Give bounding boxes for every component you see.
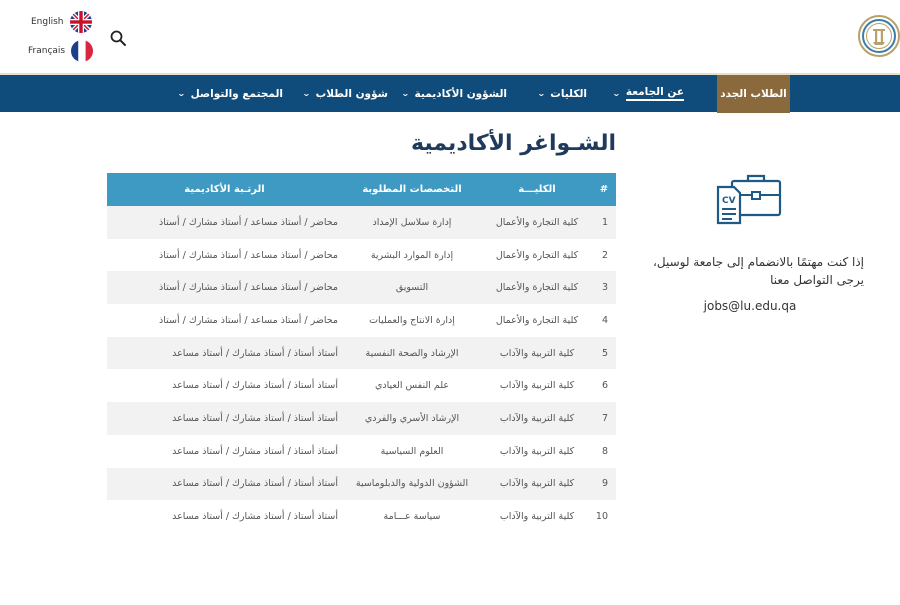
university-logo[interactable]	[857, 14, 900, 58]
language-english-link[interactable]	[31, 11, 92, 33]
language-english-label: English	[31, 17, 64, 27]
nav-item-colleges[interactable]	[538, 75, 587, 112]
row-number: 7	[592, 402, 616, 435]
nav-new-students-button[interactable]: الطلاب الجدد	[717, 75, 790, 113]
row-college: كلية التجارة والأعمال	[482, 304, 592, 337]
row-specialization: إدارة الانتاج والعمليات	[342, 304, 482, 337]
france-flag-icon	[71, 40, 93, 62]
row-college: كلية التجارة والأعمال	[482, 206, 592, 239]
row-college: كلية التربية والآداب	[482, 500, 592, 533]
row-specialization: الشؤون الدولية والدبلوماسية	[342, 468, 482, 501]
row-specialization: الإرشاد والصحة النفسية	[342, 337, 482, 370]
language-french-label: Français	[28, 46, 66, 56]
chevron-down-icon: ⌄	[301, 88, 311, 98]
top-header	[0, 0, 900, 73]
uk-flag-icon	[70, 11, 92, 33]
row-college: كلية التربية والآداب	[482, 435, 592, 468]
column-header-college: الكليـــة	[482, 173, 592, 206]
row-specialization: الإرشاد الأسري والفردي	[342, 402, 482, 435]
row-college: كلية التربية والآداب	[482, 402, 592, 435]
row-rank: محاضر / أستاذ مساعد / أستاذ مشارك / أستاذ	[107, 239, 342, 272]
table-row	[107, 402, 616, 435]
table-row	[107, 337, 616, 370]
table-row	[107, 468, 616, 501]
row-number: 9	[592, 468, 616, 501]
nav-item-student-affairs[interactable]	[303, 75, 388, 112]
row-college: كلية التربية والآداب	[482, 369, 592, 402]
table-row	[107, 500, 616, 533]
main-navigation	[0, 73, 900, 112]
row-specialization: العلوم السياسية	[342, 435, 482, 468]
table-row	[107, 239, 616, 272]
contact-email-link[interactable]: jobs@lu.edu.qa	[703, 299, 797, 313]
row-rank: أستاذ أستاذ / أستاذ مشارك / أستاذ مساعد	[107, 402, 342, 435]
row-specialization: التسويق	[342, 271, 482, 304]
chevron-down-icon: ⌄	[536, 88, 546, 98]
nav-item-label: الكليات	[550, 87, 587, 100]
table-row	[107, 304, 616, 337]
row-rank: أستاذ أستاذ / أستاذ مشارك / أستاذ مساعد	[107, 337, 342, 370]
table-row	[107, 206, 616, 239]
table-row	[107, 435, 616, 468]
row-number: 1	[592, 206, 616, 239]
row-number: 10	[592, 500, 616, 533]
row-number: 8	[592, 435, 616, 468]
cv-text: CV	[722, 196, 736, 206]
row-college: كلية التجارة والأعمال	[482, 271, 592, 304]
cv-briefcase-icon	[714, 171, 784, 229]
row-number: 5	[592, 337, 616, 370]
language-french-link[interactable]	[28, 40, 93, 62]
column-header-specialization: التخصصات المطلوبة	[342, 173, 482, 206]
row-specialization: إدارة سلاسل الإمداد	[342, 206, 482, 239]
row-rank: محاضر / أستاذ مساعد / أستاذ مشارك / أستاذ	[107, 271, 342, 304]
row-specialization: إدارة الموارد البشرية	[342, 239, 482, 272]
chevron-down-icon: ⌄	[400, 88, 410, 98]
nav-item-label: المجتمع والتواصل	[190, 87, 283, 100]
table-row	[107, 271, 616, 304]
nav-item-community-outreach[interactable]	[178, 75, 283, 112]
table-row	[107, 369, 616, 402]
row-college: كلية التربية والآداب	[482, 468, 592, 501]
row-rank: أستاذ أستاذ / أستاذ مشارك / أستاذ مساعد	[107, 369, 342, 402]
nav-item-label: عن الجامعة	[626, 86, 684, 101]
row-specialization: علم النفس العيادي	[342, 369, 482, 402]
row-college: كلية التجارة والأعمال	[482, 239, 592, 272]
row-rank: أستاذ أستاذ / أستاذ مشارك / أستاذ مساعد	[107, 468, 342, 501]
column-header-rank: الرتـبة الأكاديمية	[107, 173, 342, 206]
row-rank: أستاذ أستاذ / أستاذ مشارك / أستاذ مساعد	[107, 500, 342, 533]
nav-item-label: الشؤون الأكاديمية	[414, 87, 507, 100]
page-title: الشـواغر الأكاديمية	[410, 131, 616, 156]
search-icon[interactable]	[109, 29, 127, 47]
sidebar-message: إذا كنت مهتمًا بالانضمام إلى جامعة لوسيل، يرجى التواصل معنا	[652, 255, 864, 287]
row-number: 3	[592, 271, 616, 304]
row-rank: محاضر / أستاذ مساعد / أستاذ مشارك / أستاذ	[107, 304, 342, 337]
row-rank: محاضر / أستاذ مساعد / أستاذ مشارك / أستاذ	[107, 206, 342, 239]
row-rank: أستاذ أستاذ / أستاذ مشارك / أستاذ مساعد	[107, 435, 342, 468]
row-number: 6	[592, 369, 616, 402]
nav-item-academic-affairs[interactable]	[402, 75, 507, 112]
nav-item-label: شؤون الطلاب	[315, 87, 388, 100]
nav-item-about-university[interactable]	[613, 75, 684, 112]
table-header-row	[107, 173, 616, 206]
row-college: كلية التربية والآداب	[482, 337, 592, 370]
chevron-down-icon: ⌄	[612, 88, 621, 98]
row-number: 4	[592, 304, 616, 337]
row-number: 2	[592, 239, 616, 272]
row-specialization: سياسة عـــامة	[342, 500, 482, 533]
column-header-number: #	[592, 173, 616, 206]
vacancies-table	[107, 173, 616, 533]
chevron-down-icon: ⌄	[176, 88, 186, 98]
